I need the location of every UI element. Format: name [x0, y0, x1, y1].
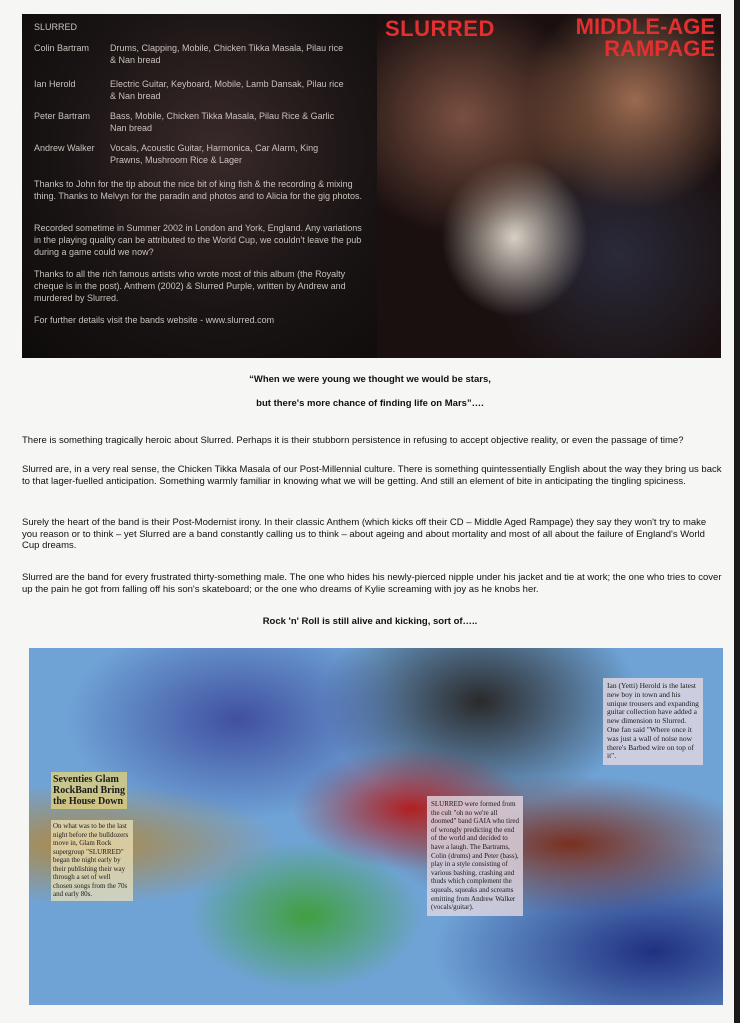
- recording-note: Recorded sometime in Summer 2002 in London and York, England. Any variations in the playing quality can be attributed to the World Cup, we couldn't leave the pub during a game could we now?: [34, 223, 362, 257]
- member-role: Electric Guitar, Keyboard, Mobile, Lamb Dansak, Pilau rice & Nan bread: [110, 79, 344, 101]
- album-title: MIDDLE-AGE RAMPAGE: [575, 14, 715, 61]
- member-role: Drums, Clapping, Mobile, Chicken Tikka Masala, Pilau rice & Nan bread: [110, 43, 344, 65]
- member-role: Vocals, Acoustic Guitar, Harmonica, Car Alarm, King Prawns, Mushroom Rice & Lager: [110, 143, 319, 165]
- article-paragraph: Slurred are the band for every frustrated thirty-something male. The one who hides his newly-pierced nipple under his jacket and tie at work; the one who tries to cover up the pain he got from falling off his son's skateboard; or the one who dreams of Kylie screaming with joy as he knobs her.: [22, 572, 722, 595]
- member-name: Andrew Walker: [34, 143, 95, 153]
- collage-story: On what was to be the last night before the bulldozers move in, Glam Rock supergroup "SLURRED" began the night early by their publishing their way through a set of well chosen songs from the 70s and early 80s.: [51, 820, 133, 901]
- website-note: For further details visit the bands website - www.slurred.com: [34, 315, 275, 325]
- closing-line: Rock 'n' Roll is still alive and kicking, sort of…..: [262, 616, 478, 627]
- guitarist-caption: Ian (Yetti) Herold is the latest new boy in town and his unique trousers and expanding guitar collection have added a new dimension to Slurred. One fan said "Where once it was just a wall of noise now there's Barbed wire on top of it".: [603, 678, 703, 765]
- thanks-artists-note: Thanks to all the rich famous artists who wrote most of this album (the Royalty cheque is in the post). Anthem (2002) & Slurred Purple, written by Andrew and murdered by Slurred.: [34, 269, 346, 303]
- pull-quote-line-1: “When we were young we thought we would be stars,: [249, 374, 491, 385]
- article-paragraph: Slurred are, in a very real sense, the Chicken Tikka Masala of our Post-Millennial culture. There is something quintessentially English about the way they bring us back to that lager-fuelled anticipation. Something warmly familiar in knowing what we will be getting. And still an element of bite in anticipating the tingling spiciness.: [22, 464, 722, 487]
- pull-quote-line-2: but there's more chance of finding life on Mars”….: [256, 398, 484, 409]
- band-name-logo: SLURRED: [385, 16, 495, 41]
- member-role: Bass, Mobile, Chicken Tikka Masala, Pilau Rice & Garlic Nan bread: [110, 111, 335, 133]
- album-cover-panel: [22, 14, 721, 358]
- article-paragraph: There is something tragically heroic about Slurred. Perhaps it is their stubborn persistence in refusing to accept objective reality, or even the passage of time?: [22, 435, 684, 446]
- band-history-caption: SLURRED were formed from the cult "oh no we're all doomed" band GAIA who tired of wrongly predicting the end of the world and decided to have a laugh. The Bartrams, Colin (drums) and Peter (bass), play in a style consisting of various bashing, crashing and thuds which complement the squeals, squeaks and screams emitting from Andrew Walker (vocals/guitar).: [427, 796, 523, 916]
- band-photo: [377, 14, 721, 358]
- member-name: Colin Bartram: [34, 43, 90, 53]
- thanks-note: Thanks to John for the tip about the nice bit of king fish & the recording & mixing thing. Thanks to Melvyn for the paradin and photos and to Alicia for the gig photos.: [34, 179, 363, 201]
- member-name: Peter Bartram: [34, 111, 91, 121]
- page-edge-shadow: [734, 0, 740, 1023]
- credits-heading: SLURRED: [34, 22, 78, 32]
- member-name: Ian Herold: [34, 79, 76, 89]
- collage-headline: Seventies Glam RockBand Bring the House Down: [51, 772, 127, 809]
- band-collage-panel: [29, 648, 723, 1005]
- article-paragraph: Surely the heart of the band is their Post-Modernist irony. In their classic Anthem (which kicks off their CD – Middle Aged Rampage) they say they won't try to make you reason or to think – yet Slurred are a band constantly calling us to think – about ageing and about mortality and most of all about the failure of England's World Cup dreams.: [22, 517, 707, 551]
